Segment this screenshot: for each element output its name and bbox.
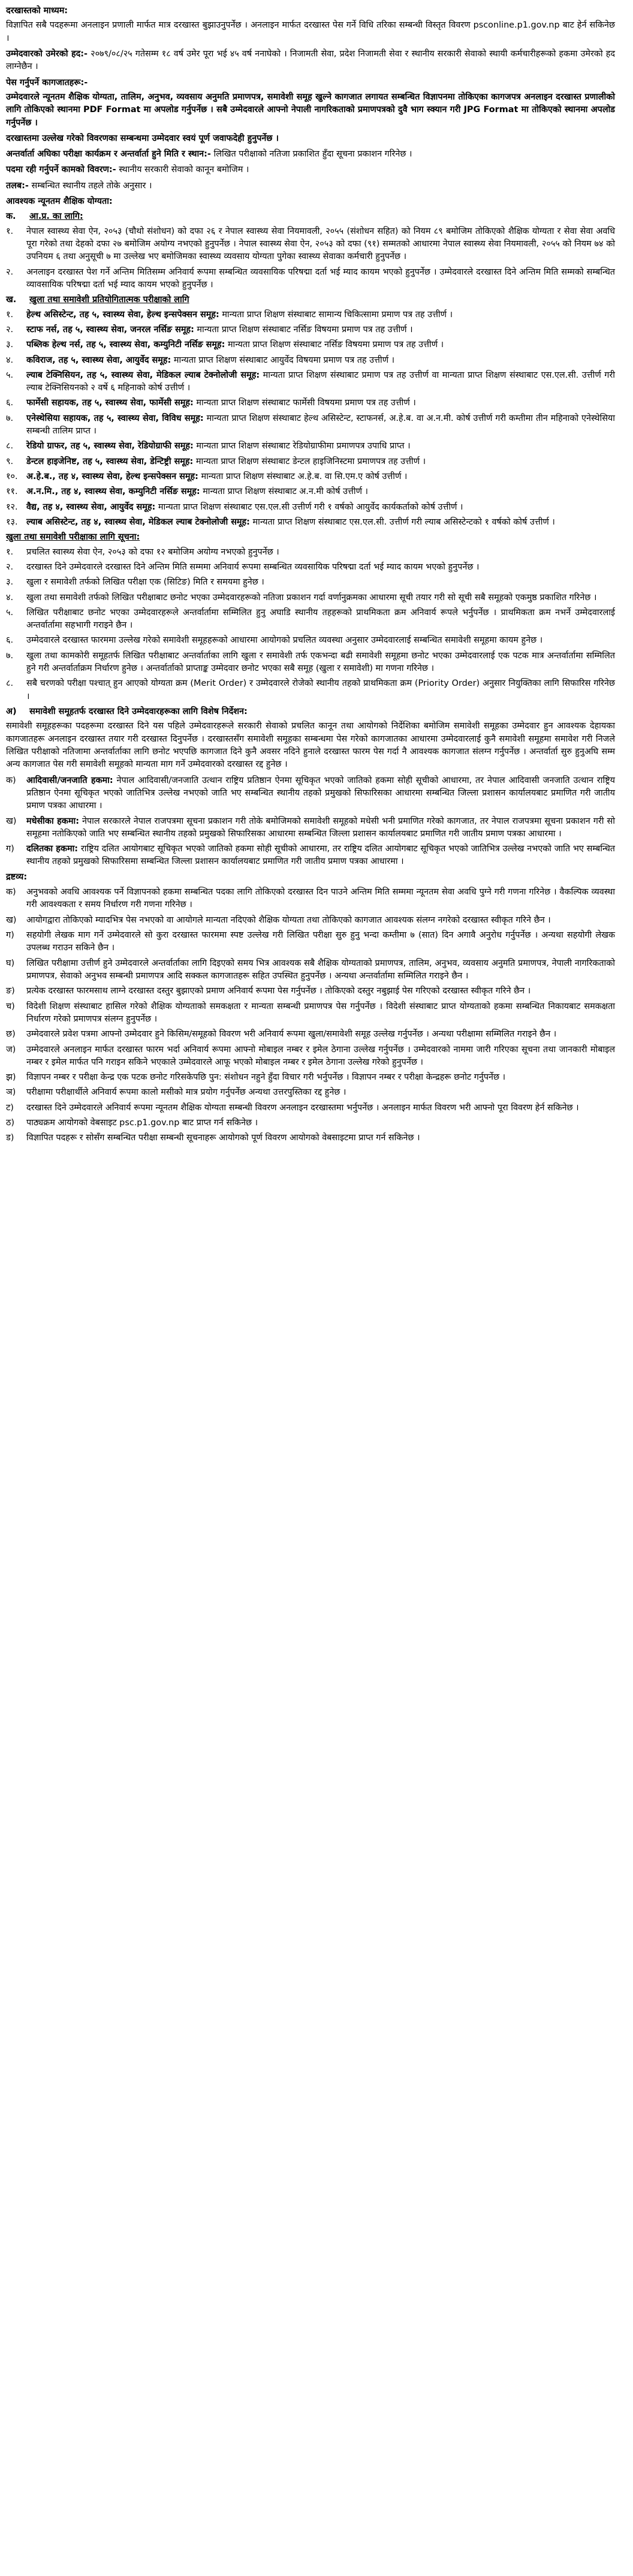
kha-item-body	[26, 309, 615, 321]
note-item-body	[26, 1028, 615, 1041]
sub-section-kha	[6, 294, 615, 306]
note-item-body	[26, 1044, 615, 1069]
note-item-body	[26, 1102, 615, 1114]
kha-item-heading: पब्लिक हेल्थ नर्स, तह ५, स्वास्थ्य सेवा, कम्युनिटी नर्सिङ समूह:	[26, 340, 225, 350]
inclusive-item-number: ख)	[6, 816, 17, 826]
general-item-body	[26, 576, 615, 589]
kha-item-body	[26, 486, 615, 498]
kha-item	[6, 324, 615, 336]
kha-item-text: मान्यता प्राप्त शिक्षण संस्थाबाट एस.एल.सी. उत्तीर्ण गरी ल्याब असिस्टेन्टको १ वर्षको कोर्ष उत्तीर्ण ।	[252, 517, 555, 527]
note-item-text: सहयोगी लेखक माग गर्ने उम्मेदवारले सो कुरा दरखास्त फारममा स्पष्ट उल्लेख गरी लिखित परीक्षा सुरु हुनु भन्दा कम्तीमा ७ (सात) दिन अगावै अनुरोध गर्नुपर्नेछ । अन्यथा सहयोगी लेखक उपलब्ध गराउन सकिने छैन ।	[26, 930, 615, 953]
general-item	[6, 576, 615, 589]
general-item-body	[26, 607, 615, 632]
general-item-text: सबै चरणको परीक्षा पश्चात् हुन आएको योग्यता क्रम (Merit Order) र उम्मेदवारले रोजेको स्थानीय तहको प्राथमिकता क्रम (Priority Order) अनुसार नियुक्तिका लागि सिफारिस गरिनेछ ।	[26, 679, 615, 701]
kha-item-body	[26, 339, 615, 351]
min-qualification-heading: आवश्यक न्यूनतम शैक्षिक योग्यता:	[6, 197, 113, 207]
notes-heading: द्रष्टव्य:	[6, 872, 28, 882]
note-item-body	[26, 985, 615, 998]
note-item-body	[26, 1086, 615, 1099]
kha-item-number: २.	[6, 324, 14, 335]
kha-item-heading: रेडियो ग्राफर, तह ५, स्वास्थ्य सेवा, रेडियोग्राफी समूह:	[26, 441, 194, 451]
kha-item-text: मान्यता प्राप्त शिक्षण संस्थाबाट अ.न.मी कोर्ष उत्तीर्ण ।	[203, 487, 368, 497]
general-item-number: २.	[6, 562, 14, 572]
note-item-number: झ)	[6, 1072, 16, 1083]
required-docs-text-1: उम्मेदवारले न्यूनतम शैक्षिक योग्यता, तालिम, अनुभव, व्यवसाय अनुमति प्रमाणपत्र, समावेशी समूह खुल्ने कागजात लगायत सम्बन्धित विज्ञापनमा तोकिएका कागजपत्र अनलाइन दरखास्त प्रणालीको लागि तोकिएको स्थानमा PDF Format मा अपलोड गर्नुपर्नेछ । सबै उम्मेदवारले आफ्नो नेपाली नागरिकताको प्रमाणपत्रको दुवै भाग स्क्यान गरी JPG Format मा तोकिएको स्थानमा अपलोड गर्नुपर्नेछ ।	[6, 92, 615, 128]
kha-item-body	[26, 516, 615, 529]
kha-item-number: ३.	[6, 340, 14, 350]
inclusive-item	[6, 775, 615, 813]
kha-item-number: ८.	[6, 441, 14, 451]
general-item-text: प्रचलित स्वास्थ्य सेवा ऐन, २०५३ को दफा १२ बमोजिम अयोग्य नभएको हुनुपर्नेछ ।	[26, 547, 279, 557]
kha-item-text: मान्यता प्राप्त शिक्षण संस्थाबाट सामान्य चिकित्सामा प्रमाण पत्र तह उत्तीर्ण ।	[222, 309, 453, 320]
kha-item-number: ६.	[6, 398, 14, 408]
kha-item-text: मान्यता प्राप्त शिक्षण संस्थाबाट फार्मेसी विषयमा प्रमाण पत्र तह उत्तीर्ण ।	[196, 398, 416, 408]
ka-item-number: २.	[6, 267, 14, 277]
kha-item-body	[26, 324, 615, 336]
kha-item	[6, 369, 615, 395]
inclusive-item-text: नेपाल सरकारले नेपाल राजपत्रमा सूचना प्रकाशन गरी तोके बमोजिमको समावेशी समूहको मधेसी भनी प्रमाणित गरेको कागजात, तर नेपाल राजपत्रमा सूचना प्रकाशन गरी सो समूहमा नतोकिएको जाति भए सम्बन्धित स्थानीय तहको प्रमुखको सिफारिसका आधारमा सम्बन्धित जिल्ला प्रशासन कार्यालयबाट प्रमाणित गरी जातीय प्रमाण पत्रका आधारमा ।	[26, 816, 615, 839]
note-item-text: दरखास्त दिने उम्मेदवारले अनिवार्य रूपमा न्यूनतम शैक्षिक योग्यता सम्बन्धी विवरण अनलाइन दरखास्तमा भर्नुपर्नेछ । अनलाइन मार्फत विवरण भरी आफ्नो पूरा विवरण हेर्न सकिनेछ ।	[26, 1102, 579, 1113]
kha-item	[6, 501, 615, 514]
kha-item-heading: हेल्थ असिस्टेन्ट, तह ५, स्वास्थ्य सेवा, हेल्थ इन्सपेक्सन समूह:	[26, 309, 219, 320]
exam-schedule-text: लिखित परीक्षाको नतिजा प्रकाशित हुँदा सूचना प्रकाशन गरिनेछ ।	[213, 149, 412, 159]
inclusive-item-heading: मधेसीका हकमा:	[26, 816, 79, 826]
age-limit-heading: उम्मेदवारको उमेरको हद:-	[6, 49, 88, 59]
note-item-text: उम्मेदवारले प्रवेश पत्रमा आफ्नो उम्मेदवार हुने किसिम/समूहको विवरण भरी अनिवार्य रूपमा खुला/समावेशी समूह उल्लेख गर्नुपर्नेछ । अन्यथा परीक्षामा सम्मिलित गराइने छैन ।	[26, 1029, 557, 1040]
kha-item-body	[26, 369, 615, 395]
note-item	[6, 985, 615, 998]
kha-item-body	[26, 501, 615, 514]
duty-heading: पदमा रही गर्नुपर्ने कामको विवरण:-	[6, 165, 116, 175]
note-item-body	[26, 914, 615, 927]
kha-item	[6, 456, 615, 468]
kha-item-number: १०.	[6, 472, 18, 481]
kha-item-number: १.	[6, 309, 14, 320]
note-item-number: ख)	[6, 915, 17, 925]
note-item-number: ट)	[6, 1102, 14, 1113]
sub-section-ka	[6, 210, 615, 223]
note-item-body	[26, 1001, 615, 1026]
note-item-text: आयोगद्वारा तोकिएको म्यादभित्र पेस नभएको वा आयोगले मान्यता नदिएको शैक्षिक योग्यता तथा तोकिएको कागजात आवश्यक संलग्न नगरेको दरखास्त स्वीकृत गरिने छैन ।	[26, 915, 551, 925]
note-item	[6, 1071, 615, 1084]
note-item	[6, 929, 615, 955]
general-item-body	[26, 650, 615, 676]
kha-item-heading: वैद्य, तह ४, स्वास्थ्य सेवा, आयुर्वेद समूह:	[26, 502, 156, 512]
kha-item-heading: फार्मेसी सहायक, तह ५, स्वास्थ्य सेवा, फार्मेसी समूह:	[26, 398, 194, 408]
note-item-number: ङ)	[6, 986, 15, 996]
note-item-body	[26, 929, 615, 955]
kha-item-text: मान्यता प्राप्त शिक्षण संस्थाबाट नर्सिङ विषयमा प्रमाण पत्र तह उत्तीर्ण ।	[197, 324, 413, 335]
note-item	[6, 1044, 615, 1069]
note-item-text: पाठ्यक्रम आयोगको वेबसाइट psc.p1.gov.np बाट प्राप्त गर्न सकिनेछ ।	[26, 1118, 258, 1128]
kha-item	[6, 354, 615, 367]
ka-item-number: १.	[6, 226, 14, 236]
note-item-number: ज)	[6, 1044, 16, 1054]
note-item-text: लिखित परीक्षामा उत्तीर्ण हुने उम्मेदवारले अन्तर्वार्ताका लागि दिइएको समय भित्र आवश्यक सबै शैक्षिक योग्यताको प्रमाणपत्र, तालिम, अनुभव, व्यवसाय अनुमति प्रमाणपत्र, नेपाली नागरिकताको प्रमाणपत्र, सेवाको अनुभव सम्बन्धी प्रमाणपत्र आदि सक्कल कागजातहरू सहित उपस्थित हुनुपर्नेछ । अन्यथा अन्तर्वार्तामा सम्मिलित गराइने छैन ।	[26, 958, 615, 981]
general-item-number: ७.	[6, 650, 14, 661]
inclusive-item-text: राष्ट्रिय दलित आयोगबाट सूचिकृत भएको जातिको हकमा सोही सूचीको आधारमा, तर राष्ट्रिय दलित आयोगबाट सूचिकृत भएको जातिभित्र उल्लेख नभएको जाति भए सम्बन्धित स्थानीय तहको प्रमुखको सिफारिसमा सम्बन्धित जिल्ला प्रशासन कार्यालयबाट प्रमाणित गरी जातीय प्रमाण पत्रका आधारमा ।	[26, 844, 616, 867]
kha-item-text: मान्यता प्राप्त शिक्षण संस्थाबाट डेन्टल हाइजिनिस्टमा प्रमाणपत्र तह उत्तीर्ण ।	[195, 456, 426, 466]
inclusive-item	[6, 815, 615, 841]
general-item-text: खुला र समावेशी तर्फको लिखित परीक्षा एक (सिटिङ) मिति र समयमा हुनेछ ।	[26, 577, 264, 587]
inclusive-item-body	[26, 775, 615, 813]
inclusive-item-body	[26, 843, 615, 869]
note-item-number: घ)	[6, 958, 15, 968]
kha-item-body	[26, 354, 615, 367]
general-list	[6, 546, 615, 703]
ka-item	[6, 266, 615, 292]
inclusive-item-heading: दलितका हकमा:	[26, 844, 79, 854]
general-item-body	[26, 592, 615, 604]
kha-item-number: ११.	[6, 487, 18, 497]
kha-list	[6, 309, 615, 529]
sub-section-kha-label: ख.	[6, 295, 17, 305]
kha-item-number: १३.	[6, 517, 18, 527]
general-item-body	[26, 677, 615, 703]
exam-schedule-paragraph	[6, 148, 615, 161]
note-item-body	[26, 957, 615, 983]
note-item-body	[26, 1132, 615, 1144]
general-item-body	[26, 561, 615, 574]
kha-item-body	[26, 412, 615, 438]
note-item	[6, 1028, 615, 1041]
note-item-text: प्रत्येक दरखास्त फारमसाथ लाग्ने दरखास्त दस्तुर बुझाएको प्रमाण अनिवार्य रूपमा पेस गर्नुपर्नेछ । तोकिएको दस्तुर नबुझाई पेस गरिएको दरखास्त स्वीकृत गरिने छैन ।	[26, 986, 531, 996]
inclusive-item-body	[26, 815, 615, 841]
note-item-text: विज्ञापन नम्बर र परीक्षा केन्द्र एक पटक छनोट गरिसकेपछि पुन: संशोधन नहुने हुँदा विचार गरी भर्नुपर्नेछ । विज्ञापन नम्बर र परीक्षा केन्द्रहरू छनोट गर्नुपर्नेछ ।	[26, 1072, 506, 1083]
note-item-body	[26, 1071, 615, 1084]
sub-section-kha-title: खुला तथा समावेशी प्रतियोगितात्मक परीक्षाको लागि	[29, 295, 189, 305]
note-item	[6, 1117, 615, 1129]
general-item-body	[26, 634, 615, 647]
note-item	[6, 957, 615, 983]
kha-item-text: मान्यता प्राप्त शिक्षण संस्थाबाट एस.एल.सी उत्तीर्ण गरी १ वर्षको आयुर्वेद कार्यकर्ताको कोर्ष उत्तीर्ण ।	[158, 502, 463, 512]
inclusive-heading: समावेशी समूहतर्फ दरखास्त दिने उम्मेदवारहरूका लागि विशेष निर्देशन:	[29, 707, 248, 716]
kha-item-body	[26, 471, 615, 483]
note-item-text: उम्मेदवारले अनलाइन मार्फत दरखास्त फारम भर्दा अनिवार्य रूपमा आफ्नो मोबाइल नम्बर र इमेल ठेगाना उल्लेख गर्नुपर्नेछ । उम्मेदवारको नाममा जारी गरिएका सूचना तथा जानकारी मोबाइल नम्बर र इमेल मार्फत पनि गराइन सकिने भएकाले उम्मेदवारले आफू भएको मोबाइल नम्बर र इमेल ठेगाना उल्लेख गरेको हुनुपर्नेछ ।	[26, 1044, 615, 1067]
note-item-body	[26, 886, 615, 912]
required-docs-heading: पेस गर्नुपर्ने कागजातहरू:-	[6, 77, 88, 88]
note-item-body	[26, 1117, 615, 1129]
note-item	[6, 1132, 615, 1144]
salary-paragraph	[6, 180, 615, 192]
note-item	[6, 1086, 615, 1099]
note-item	[6, 914, 615, 927]
kha-item-text: मान्यता प्राप्त शिक्षण संस्थाबाट प्रमाण पत्र तह उत्तीर्ण वा मान्यता प्राप्त शिक्षण संस्थाबाट एस.एल.सी. उत्तीर्ण गरी ल्याब टेक्निसियनको २ वर्षे ६ महिनाको कोर्ष उत्तीर्ण ।	[26, 370, 615, 393]
kha-item-heading: स्टाफ नर्स, तह ५, स्वास्थ्य सेवा, जनरल नर्सिङ समूह:	[26, 324, 194, 335]
general-item	[6, 634, 615, 647]
kha-item	[6, 309, 615, 321]
application-medium-heading: दरखास्तको माध्यम:	[6, 6, 68, 16]
kha-item-heading: अ.हे.ब., तह ४, स्वास्थ्य सेवा, हेल्थ इन्सपेक्सन समूह:	[26, 472, 198, 481]
kha-item-number: ७.	[6, 413, 14, 423]
note-item-text: परीक्षामा परीक्षार्थीले अनिवार्य रूपमा कालो मसीको मात्र प्रयोग गर्नुपर्नेछ अन्यथा उत्तरपुस्तिका रद्द हुनेछ ।	[26, 1087, 346, 1098]
salary-heading: तलब:-	[6, 180, 29, 191]
general-item-number: १.	[6, 547, 14, 557]
kha-item-text: मान्यता प्राप्त शिक्षण संस्थाबाट रेडियोग्राफीमा प्रमाणपत्र उपाधि प्राप्त ।	[196, 441, 411, 451]
ka-list	[6, 225, 615, 292]
ka-item-body	[26, 225, 615, 264]
salary-text: सम्बन्धित स्थानीय तहले तोके अनुसार ।	[31, 180, 152, 191]
kha-item-text: मान्यता प्राप्त शिक्षण संस्थाबाट आयुर्वेद विषयमा प्रमाण पत्र तह उत्तीर्ण ।	[173, 355, 395, 365]
general-item-number: ६.	[6, 635, 14, 646]
age-limit-paragraph	[6, 48, 615, 74]
kha-item	[6, 412, 615, 438]
general-item-number: ३.	[6, 577, 14, 587]
general-item-text: दरखास्त दिने उम्मेदवारले दरखास्त दिने अन्तिम मिति सम्ममा अनिवार्य रूपमा सम्बन्धित व्यवसायिक परिषद्मा दर्ता भई म्याद कायम भएको हुनुपर्नेछ ।	[26, 562, 480, 572]
inclusive-item-heading: आदिवासी/जनजाति हकमा:	[26, 775, 113, 785]
kha-item-number: ५.	[6, 370, 14, 380]
age-limit-text: २०७९/०८/२५ गतेसम्म १८ वर्ष उमेर पूरा भई ४५ वर्ष ननाघेको । निजामती सेवा, प्रदेश निजामती सेवा र स्थानीय सरकारी सेवाको स्थायी कर्मचारीहरूको हकमा उमेरको हद लाग्नेछैन ।	[6, 49, 615, 72]
general-item	[6, 650, 615, 676]
kha-item-heading: अ.न.मि., तह ४, स्वास्थ्य सेवा, कम्युनिटी नर्सिङ समूह:	[26, 487, 200, 497]
kha-item	[6, 516, 615, 529]
kha-item-text: मान्यता प्राप्त शिक्षण संस्थाबाट अ.हे.ब. वा सि.एम.ए कोर्ष उत्तीर्ण ।	[201, 472, 408, 481]
general-item	[6, 561, 615, 574]
note-item-number: च)	[6, 1001, 15, 1011]
general-item-number: ५.	[6, 607, 14, 617]
document-page	[0, 0, 621, 1153]
note-item	[6, 886, 615, 912]
inclusive-item-number: ग)	[6, 844, 14, 854]
kha-item	[6, 486, 615, 498]
application-medium-text: विज्ञापित सबै पदहरूमा अनलाइन प्रणाली मार्फत मात्र दरखास्त बुझाउनुपर्नेछ । अनलाइन मार्फत दरखास्त पेस गर्ने विधि तरिका सम्बन्धी विस्तृत विवरण psconline.p1.gov.np बाट हेर्न सकिनेछ ।	[6, 20, 615, 43]
note-item-number: ठ)	[6, 1118, 14, 1128]
ka-item-text: अनलाइन दरखास्त पेश गर्ने अन्तिम मितिसम्म अनिवार्य रूपमा सम्बन्धित व्यवसायिक परिषद्मा दर्ता भई म्याद कायम भएको हुनुपर्नेछ । उम्मेदवारले दरखास्त दिने अन्तिम मिति सम्मको सम्बन्धित व्यावसायिक परिषद्मा दर्ता भई म्याद कायम भएको हुनुपर्नेछ ।	[26, 267, 615, 290]
kha-item-text: मान्यता प्राप्त शिक्षण संस्थाबाट नर्सिङ विषयमा प्रमाण पत्र तह उत्तीर्ण ।	[227, 340, 444, 350]
kha-item-heading: एनेस्थेसिया सहायक, तह ५, स्वास्थ्य सेवा, विविध समूह:	[26, 413, 204, 423]
ka-item-body	[26, 266, 615, 292]
inclusive-item-text: नेपाल आदिवासी/जनजाति उत्थान राष्ट्रिय प्रतिष्ठान ऐनमा सूचिकृत भएको जातिको हकमा सोही सूचीको आधारमा, तर नेपाल आदिवासी जनजाति उत्थान राष्ट्रिय प्रतिष्ठान ऐनमा सूचिकृत भएको जातिभित्र उल्लेख नभएको जाति भए सम्बन्धित स्थानीय तहको प्रमुखको सिफारिसका आधारमा सम्बन्धित जिल्ला प्रशासन कार्यालयबाट प्रमाणित गरी जातीय प्रमाण पत्रका आधारमा ।	[26, 775, 616, 811]
sub-section-ka-title: आ.प्र. का लागि:	[29, 212, 83, 222]
kha-item-body	[26, 456, 615, 468]
ka-item-text: नेपाल स्वास्थ्य सेवा ऐन, २०५३ (चौथो संशोधन) को दफा २६ र नेपाल स्वास्थ्य सेवा नियमावली, २०५५ (संशोधन सहित) को नियम ८९ बमोजिम तोकिएको शैक्षिक योग्यता र सेवा सेवा अवधि पूरा गरेको तथा देहको दफा २७ बमोजिम अयोग्य नभएको हुनुपर्नेछ । नेपाल स्वास्थ्य सेवा ऐन, २०५३ को दफा (९१) सम्मतको आधारमा नेपाल स्वास्थ्य सेवा नियमावली, २०५५ को नियम ७४ को उपनियम ६ तथा अनुसूची ७ मा उल्लेख भए बमोजिमका स्वास्थ्य व्यवसाय योग्यता पुगेका स्वास्थ्य सेवाका कर्मचारी हुनुपर्नेछ ।	[26, 226, 615, 262]
general-item-number: ८.	[6, 679, 14, 689]
kha-item-heading: ल्याब टेक्निसियन, तह ५, स्वास्थ्य सेवा, मेडिकल ल्याब टेक्नोलोजी समूह:	[26, 370, 260, 380]
sub-section-ka-label: क.	[6, 212, 16, 222]
general-item	[6, 607, 615, 632]
note-item-number: ग)	[6, 930, 14, 940]
kha-item	[6, 339, 615, 351]
note-item-text: विदेशी शिक्षण संस्थाबाट हासिल गरेको शैक्षिक योग्यताको समकक्षता र मान्यता सम्बन्धी प्रमाणपत्र पेस गर्नुपर्नेछ । विदेशी संस्थाबाट प्राप्त योग्यताको हकमा सम्बन्धित निकायबाट समकक्षता निर्धारण गरेको प्रमाणपत्र संलग्न हुनुपर्नेछ ।	[26, 1001, 615, 1024]
kha-item	[6, 440, 615, 453]
note-item-number: ञ)	[6, 1087, 16, 1098]
note-item-text: विज्ञापित पदहरू र सोसँग सम्बन्धित परीक्षा सम्बन्धी सूचनाहरू आयोगको पूर्ण विवरण आयोगको वेबसाइटमा प्राप्त गर्न सकिनेछ ।	[26, 1133, 420, 1143]
kha-item-heading: ल्याब असिस्टेन्ट, तह ४, स्वास्थ्य सेवा, मेडिकल ल्याब टेक्नोलोजी समूह:	[26, 517, 250, 527]
duty-paragraph	[6, 164, 615, 176]
general-item-text: खुला तथा समावेशी तर्फको लिखित परीक्षाबाट छनोट भएका उम्मेदवारहरूको नतिजा प्रकाशन गर्दा वर्णानुक्रमका आधारमा सूची तयार गरी सो सूची सबै समूहको एकमुष्ठ प्रकाशित गरिनेछ ।	[26, 592, 597, 602]
general-item-text: उम्मेदवारले दरखास्त फारममा उल्लेख गरेको समावेशी समूहहरूको आधारमा आयोगको प्रचलित व्यवस्था अनुसार उम्मेदवारलाई सम्बन्धित समावेशी समूहमा कायम हुनेछ ।	[26, 635, 543, 646]
kha-item-heading: डेन्टल हाइजेनिष्ट, तह ५, स्वास्थ्य सेवा, डेन्टिष्ट्री समूह:	[26, 456, 194, 466]
inclusive-item-number: क)	[6, 775, 16, 785]
general-item	[6, 592, 615, 604]
note-item	[6, 1001, 615, 1026]
kha-item	[6, 397, 615, 409]
duty-text: स्थानीय सरकारी सेवाको कानून बमोजिम ।	[119, 165, 249, 175]
general-item-text: लिखित परीक्षाबाट छनोट भएका उम्मेदवारहरूले अन्तर्वार्तामा सम्मिलित हुनु अघाडि स्थानीय तहहरूको प्राथमिकता क्रम अनिवार्य रूपले भर्नुपर्नेछ । प्राथमिकता क्रम नभर्ने उम्मेदवारलाई अन्तर्वार्तामा सहभागी गराइने छैन ।	[26, 607, 615, 631]
general-item	[6, 677, 615, 703]
kha-item-body	[26, 440, 615, 453]
required-docs-text-2: दरखास्तमा उल्लेख गरेको विवरणका सम्बन्धमा उम्मेदवार स्वयं पूर्ण जवाफदेही हुनुपर्नेछ ।	[6, 133, 279, 143]
inclusive-heading-row	[6, 706, 615, 718]
exam-schedule-heading: अन्तर्वार्ता अघिका परीक्षा कार्यक्रम र अन्तर्वार्ता हुने मिति र स्थान:-	[6, 149, 211, 159]
note-item-number: ड)	[6, 1133, 14, 1143]
general-notice-heading: खुला तथा समावेशी परीक्षाका लागि सूचना:	[6, 532, 140, 543]
note-item-number: क)	[6, 887, 16, 897]
kha-item-number: १२.	[6, 502, 18, 512]
kha-item	[6, 471, 615, 483]
note-item	[6, 1102, 615, 1114]
kha-item-number: ४.	[6, 355, 14, 365]
general-item	[6, 546, 615, 559]
kha-item-heading: कविराज, तह ५, स्वास्थ्य सेवा, आयुर्वेद समूह:	[26, 355, 171, 365]
inclusive-list	[6, 775, 615, 869]
general-item-text: खुला तथा कामकोरी समूहतर्फ लिखित परीक्षाबाट अन्तर्वार्ताका लागि खुला र समावेशी तर्फ एकभन्दा बढी समावेशी समूहमा छनोट भएका उम्मेदवारलाई एक पटक मात्र अन्तर्वार्तामा सम्मिलित हुने गरी अन्तर्वार्ताक्रम निर्धारण हुनेछ । अन्तर्वार्ताको प्राप्ताङ्क उम्मेदवार छनोट भएका सबै समूह (खुला र समावेशी) मा गणना गरिनेछ ।	[26, 650, 615, 674]
note-item-text: अनुभवको अवधि आवश्यक पर्ने विज्ञापनको हकमा सम्बन्धित पदका लागि तोकिएको दरखास्त दिन पाउने अन्तिम मिति सम्ममा न्यूनतम सेवा अवधि पुग्ने गरी गणना गरिनेछ । वैकल्पिक व्यवस्था गरी आवश्यकता र समय निर्धारण गरी गणना गरिनेछ ।	[26, 887, 615, 910]
general-item-body	[26, 546, 615, 559]
note-item-number: छ)	[6, 1029, 16, 1040]
inclusive-heading-label: अ)	[6, 707, 17, 716]
inclusive-item	[6, 843, 615, 869]
notes-list	[6, 886, 615, 1145]
ka-item	[6, 225, 615, 264]
general-item-number: ४.	[6, 592, 14, 602]
kha-item-text: मान्यता प्राप्त शिक्षण संस्थाबाट हेल्थ असिस्टेन्ट, स्टाफनर्स, अ.हे.ब. वा अ.न.मी. कोर्ष उत्तीर्ण गरी कम्तीमा तीन महिनाको एनेस्थेसिया सम्बन्धी तालिम प्राप्त ।	[26, 413, 615, 436]
kha-item-number: ९.	[6, 456, 14, 466]
kha-item-body	[26, 397, 615, 409]
inclusive-intro: समावेशी समूहहरूका पदहरूमा दरखास्त दिने यस पहिले उम्मेदवारहरूले सरकारी सेवाको प्रचलित कानून तथा आयोगको निर्देशिका बमोजिम समावेशी समूहका उम्मेदवार हुन आवश्यक देहायका कागजातहरू अनलाइन दरखास्त तयार गरी दरखास्त दिनुपर्नेछ । दरखास्तसँग समावेशी समूहका सम्बन्धमा पेस गरेको कागजातका आधारमा उम्मेदवारलाई कुनै समावेशी समूहमा समावेश गरी निजले लिखित परीक्षाको नतिजामा अन्तर्वार्ताका लागि छनोट भएपछि कागजात दिने कुनै अवसर नदिने हुनाले दरखास्त फारम पेस गर्दा नै आवश्यक कागजात संलग्न गर्नुपर्नेछ । अन्तर्वार्ता सुरु हुनुअघि सम्म अन्य कागजात पेस गरी समावेशी समूहको मान्यता माग गर्ने उम्मेदवारको दरखास्त रद्द हुनेछ ।	[6, 721, 615, 770]
